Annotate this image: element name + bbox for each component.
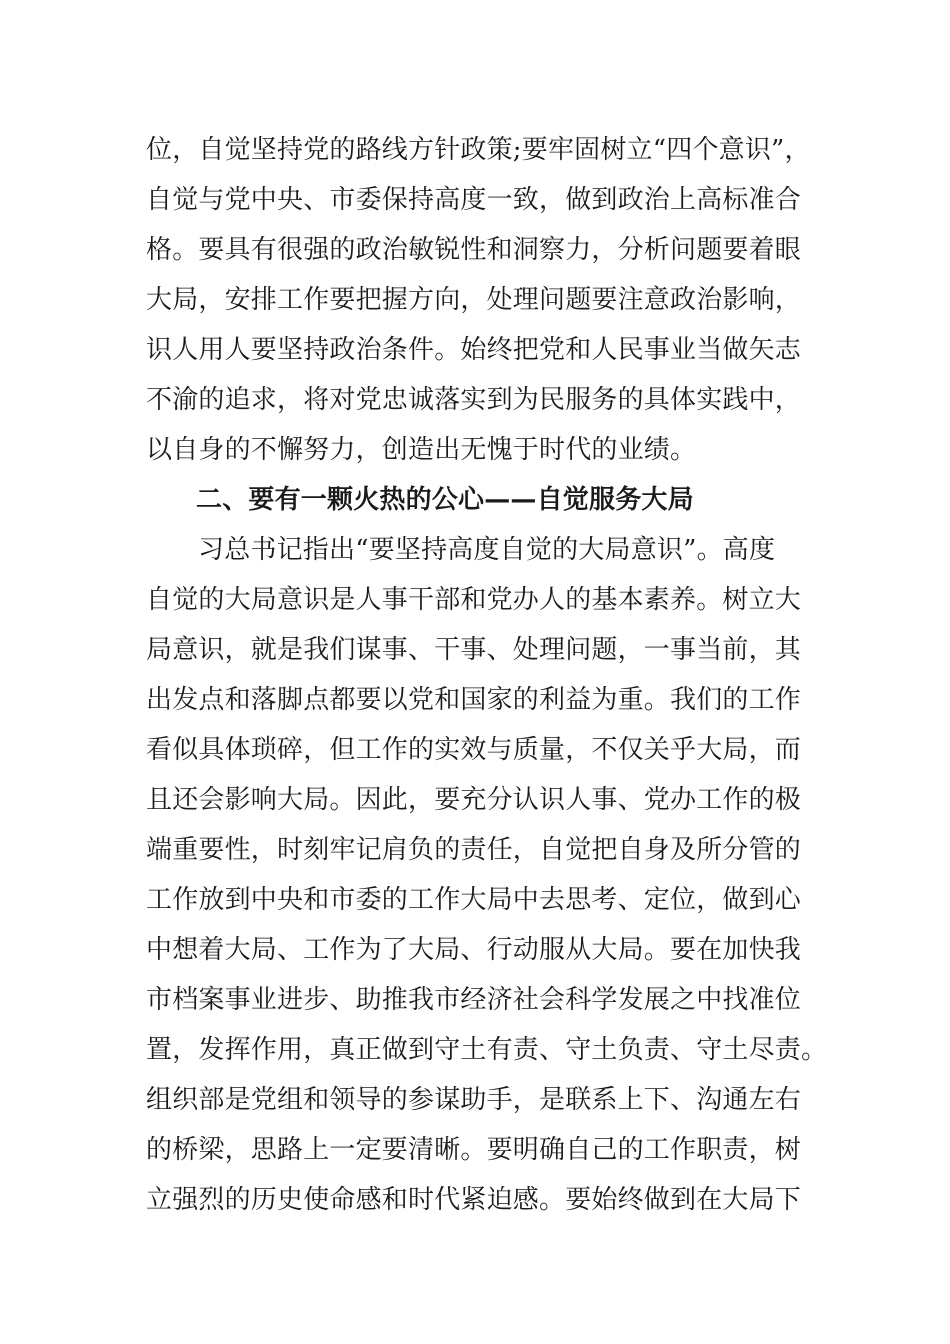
text-line: 组织部是党组和领导的参谋助手，是联系上下、沟通左右 [146, 1085, 802, 1115]
text-line: 大局，安排工作要把握方向，处理问题要注意政治影响， [146, 285, 802, 315]
text-line: 局意识，就是我们谋事、干事、处理问题，一事当前，其 [146, 635, 802, 665]
text-line: 格。要具有很强的政治敏锐性和洞察力，分析问题要着眼 [146, 235, 802, 265]
text-line: 市档案事业进步、助推我市经济社会科学发展之中找准位 [146, 985, 802, 1015]
text-line: 识人用人要坚持政治条件。始终把党和人民事业当做矢志 [146, 335, 802, 365]
text-line: 自觉的大局意识是人事干部和党办人的基本素养。树立大 [146, 585, 802, 615]
section-heading: 二、要有一颗火热的公心——自觉服务大局 [196, 485, 694, 515]
text-line: 自觉与党中央、市委保持高度一致，做到政治上高标准合 [146, 185, 802, 215]
text-line: 端重要性，时刻牢记肩负的责任，自觉把自身及所分管的 [146, 835, 802, 865]
text-line: 出发点和落脚点都要以党和国家的利益为重。我们的工作 [146, 685, 802, 715]
text-line: 位，自觉坚持党的路线方针政策;要牢固树立“四个意识”， [146, 135, 811, 165]
text-line: 工作放到中央和市委的工作大局中去思考、定位，做到心 [146, 885, 802, 915]
text-line: 且还会影响大局。因此，要充分认识人事、党办工作的极 [146, 785, 802, 815]
text-line: 以自身的不懈努力，创造出无愧于时代的业绩。 [146, 435, 697, 465]
text-line: 置，发挥作用，真正做到守土有责、守土负责、守土尽责。 [146, 1035, 828, 1065]
text-line: 立强烈的历史使命感和时代紧迫感。要始终做到在大局下 [146, 1185, 802, 1215]
document-body [146, 125, 826, 1225]
text-line: 的桥梁，思路上一定要清晰。要明确自己的工作职责，树 [146, 1135, 802, 1165]
text-line: 不渝的追求，将对党忠诚落实到为民服务的具体实践中， [146, 385, 802, 415]
paragraph-first-line: 习总书记指出“要坚持高度自觉的大局意识”。高度 [198, 535, 776, 565]
text-line: 看似具体琐碎，但工作的实效与质量，不仅关乎大局，而 [146, 735, 802, 765]
text-line: 中想着大局、工作为了大局、行动服从大局。要在加快我 [146, 935, 802, 965]
